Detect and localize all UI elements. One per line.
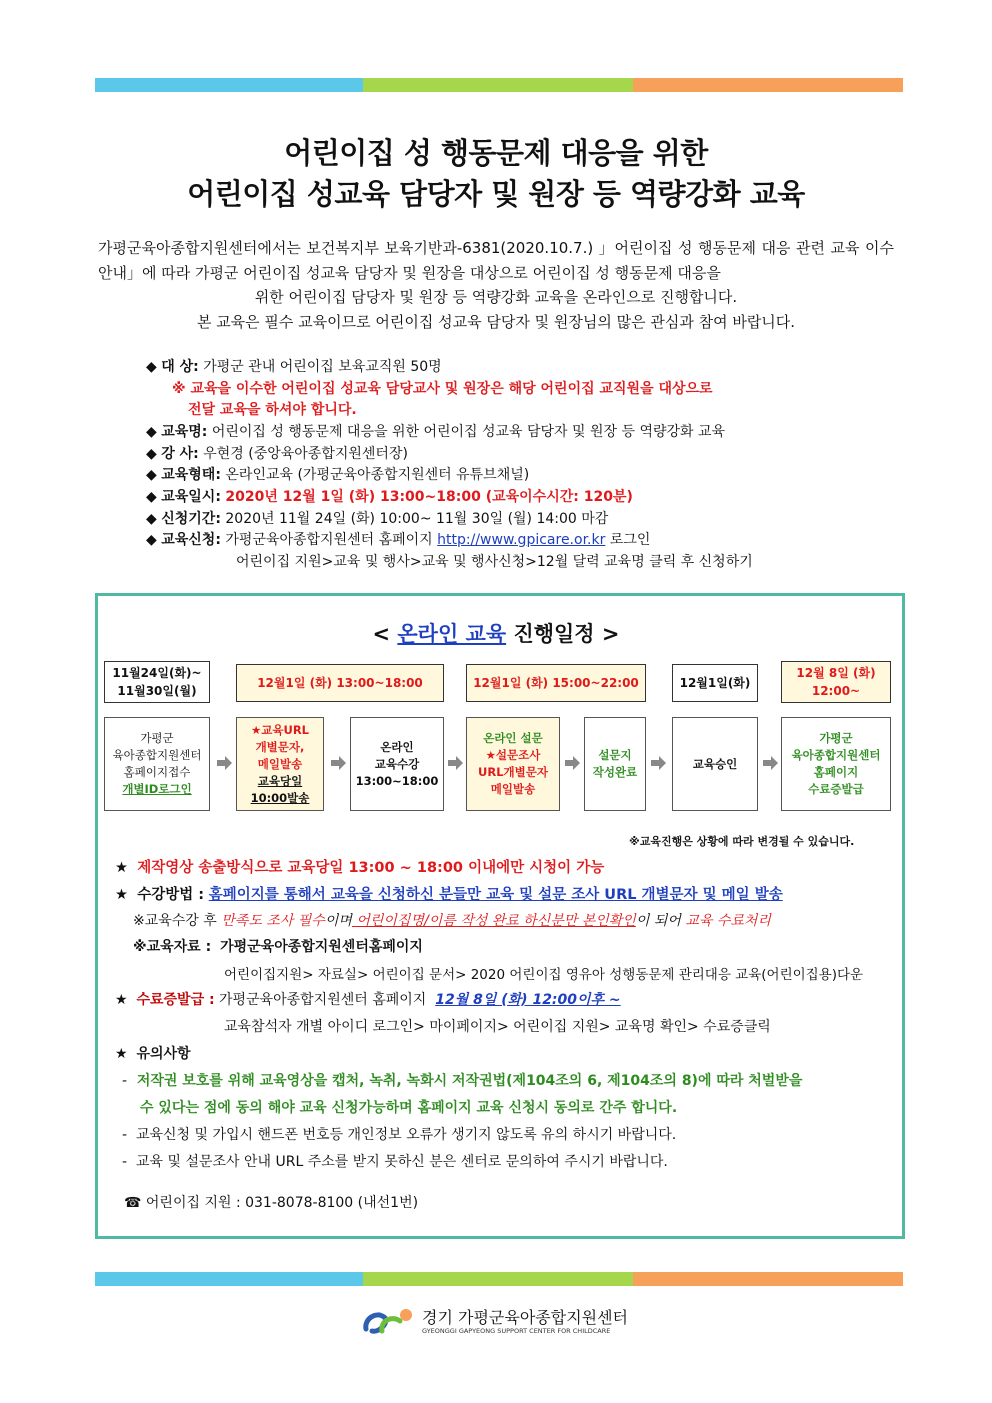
- arrow-icon: [565, 755, 581, 771]
- flow-step-4: 온라인 설문 ★설문조사 URL개별문자 메일발송: [466, 717, 560, 811]
- flow-step-5: 설문지 작성완료: [584, 717, 646, 811]
- flow-step-7: 가평군 육아종합지원센터 홈페이지 수료증발급: [781, 717, 891, 811]
- title-line-1: 어린이집 성 행동문제 대응을 위한: [284, 136, 708, 170]
- item-method: ★ 수강방법 : 홈페이지를 통해서 교육을 신청하신 분들만 교육 및 설문 조사 URL 개별문자 및 메일 발송: [115, 887, 783, 903]
- date-box-2: 12월1일 (화) 13:00~18:00: [236, 664, 444, 702]
- item-broadcast: ★ 제작영상 송출방식으로 교육당일 13:00 ~ 18:00 이내에만 시청이 가능: [115, 860, 605, 876]
- arrow-icon: [217, 755, 233, 771]
- detail-apply: ◆ 교육신청: 가평군육아종합지원센터 홈페이지 http://www.gpicare.or.kr 로그인: [146, 532, 651, 548]
- schedule-title: < 온라인 교육 진행일정 >: [372, 622, 620, 646]
- item-caution-title: ★ 유의사항: [115, 1046, 191, 1062]
- arrow-icon: [331, 755, 347, 771]
- top-color-bar: [95, 78, 903, 92]
- detail-apply-path: 어린이집 지원>교육 및 행사>교육 및 행사신청>12월 달력 교육명 클릭 후 신청하기: [236, 554, 753, 570]
- detail-target-note-1: ※ 교육을 이수한 어린이집 성교육 담당교사 및 원장은 해당 어린이집 교직원을 대상으로: [172, 381, 713, 397]
- bottom-color-bar: [95, 1272, 903, 1286]
- intro-paragraph: [98, 236, 894, 334]
- caution-3: - 교육 및 설문조사 안내 URL 주소를 받지 못하신 분은 센터로 문의하여 주시기 바랍니다.: [122, 1154, 668, 1170]
- arrow-icon: [651, 755, 667, 771]
- detail-target-note-2: 전달 교육을 하셔야 합니다.: [188, 402, 357, 418]
- contact: ☎ 어린이집 지원 : 031-8078-8100 (내선1번): [124, 1195, 419, 1211]
- caution-1b: 수 있다는 점에 동의 해야 교육 신청가능하며 홈페이지 교육 신청시 동의로 간주 합니다.: [140, 1100, 678, 1116]
- schedule-note: ※교육진행은 상황에 따라 변경될 수 있습니다.: [629, 835, 855, 848]
- arrow-icon: [763, 755, 779, 771]
- item-method-sub: ※교육수강 후 만족도 조사 필수이며 어린이집명/이름 작성 완료 하신분만 본인확인이 되어 교육 수료처리: [133, 913, 771, 929]
- detail-datetime: ◆ 교육일시: 2020년 12월 1일 (화) 13:00~18:00 (교육이수시간: 120분): [146, 489, 633, 505]
- caution-1: - 저작권 보호를 위해 교육영상을 캡처, 녹취, 녹화시 저작권법(제104조의 6, 제104조의 8)에 따라 처벌받을: [122, 1073, 803, 1089]
- date-box-4: 12월1일(화): [672, 664, 758, 702]
- homepage-link[interactable]: http://www.gpicare.or.kr: [437, 532, 606, 548]
- flow-step-6: 교육승인: [672, 717, 758, 811]
- date-box-1: 11월24일(화)~ 11월30일(월): [104, 661, 210, 703]
- intro-text-2: 본 교육은 필수 교육이므로 어린이집 성교육 담당자 및 원장님의 많은 관심과 참여 바랍니다.: [196, 312, 796, 331]
- detail-target: ◆ 대 상: 가평군 관내 어린이집 보육교직원 50명: [146, 359, 442, 375]
- footer-org-ko: 경기 가평군육아종합지원센터: [422, 1308, 629, 1327]
- flow-step-2: ★교육URL 개별문자, 메일발송 교육당일 10:00발송: [236, 717, 324, 811]
- detail-format: ◆ 교육형태: 온라인교육 (가평군육아종합지원센터 유튜브채널): [146, 467, 530, 483]
- center-logo-icon: [362, 1305, 414, 1339]
- intro-text-1: 가평군육아종합지원센터에서는 보건복지부 보육기반과-6381(2020.10.7.) 」어린이집 성 행동문제 대응 관련 교육 이수 안내」에 따라 가평군 어린이집 성교육 담당자 및 원장을 대상으로 어린이집 성 행동문제 대응을: [98, 239, 894, 282]
- item-material-path: 어린이집지원> 자료실> 어린이집 문서> 2020 어린이집 영유아 성행동문제 관리대응 교육(어린이집용)다운: [224, 967, 864, 983]
- flow-step-1: 가평군 육아종합지원센터 홈페이지접수 개별ID로그인: [104, 717, 210, 811]
- detail-lecturer: ◆ 강 사: 우현경 (중앙육아종합지원센터장): [146, 446, 408, 462]
- detail-name: ◆ 교육명: 어린이집 성 행동문제 대응을 위한 어린이집 성교육 담당자 및 원장 등 역량강화 교육: [146, 424, 726, 440]
- footer-logo: [362, 1303, 652, 1343]
- caution-2: - 교육신청 및 가입시 핸드폰 번호등 개인정보 오류가 생기지 않도록 유의 하시기 바랍니다.: [122, 1127, 677, 1143]
- intro-text-1-center: 위한 어린이집 담당자 및 원장 등 역량강화 교육을 온라인으로 진행합니다.: [254, 288, 738, 306]
- footer-org-en: GYEONGGI GAPYEONG SUPPORT CENTER FOR CHILDCARE: [422, 1327, 611, 1335]
- detail-period: ◆ 신청기간: 2020년 11월 24일 (화) 10:00~ 11월 30일 (월) 14:00 마감: [146, 511, 609, 527]
- date-box-5: 12월 8일 (화) 12:00~: [781, 661, 891, 703]
- item-certificate: ★ 수료증발급 : 가평군육아종합지원센터 홈페이지 12월 8일 (화) 12:00이후 ~: [115, 992, 621, 1008]
- title-line-2: 어린이집 성교육 담당자 및 원장 등 역량강화 교육: [187, 177, 805, 211]
- arrow-icon: [448, 755, 464, 771]
- phone-icon: ☎: [124, 1195, 142, 1211]
- item-material: ※교육자료 : 가평군육아종합지원센터홈페이지: [133, 939, 423, 955]
- item-certificate-path: 교육참석자 개별 아이디 로그인> 마이페이지> 어린이집 지원> 교육명 확인> 수료증클릭: [224, 1019, 771, 1035]
- flow-step-3: 온라인 교육수강 13:00~18:00: [350, 717, 444, 811]
- date-box-3: 12월1일 (화) 15:00~22:00: [466, 664, 646, 702]
